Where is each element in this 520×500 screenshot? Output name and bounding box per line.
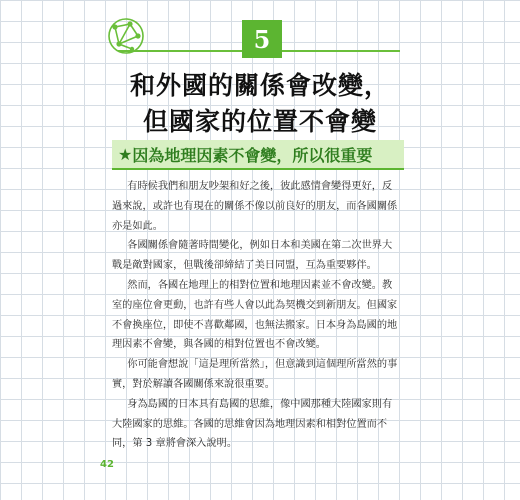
- paragraph: 身為島國的日本具有島國的思維，像中國那種大陸國家則有大陸國家的思維。各國的思維會因為地理因素和相對位置而不同，第 3 章將會深入說明。: [112, 398, 393, 450]
- chapter-title-line-1: 和外國的關係會改變，: [129, 71, 390, 100]
- page-number: 42: [100, 459, 114, 470]
- section-heading: [112, 140, 404, 170]
- body-text: [112, 177, 402, 454]
- paragraph: 你可能會想說「這是理所當然」，但意識到這個理所當然的事實，對於解讀各國關係來說很重要。: [112, 359, 398, 390]
- star-icon: ★: [118, 144, 133, 164]
- section-heading-text: 因為地理因素不會變，所以很重要: [132, 145, 373, 165]
- paragraph: 有時候我們和朋友吵架和好之後，彼此感情會變得更好，反過來說，或許也有現在的關係不像以前良好的朋友，而各國關係亦是如此。: [112, 181, 398, 232]
- chapter-title-line-2: 但國家的位置不會變: [142, 107, 377, 136]
- paragraph: 各國關係會隨著時間變化，例如日本和美國在第二次世界大戰是敵對國家，但戰後卻締結了美日同盟，互為重要夥伴。: [112, 240, 393, 272]
- chapter-number: 5: [242, 20, 282, 58]
- paragraph: 然而，各國在地理上的相對位置和地理因素並不會改變。教室的座位會更動，也許有些人會以此為契機交到新朋友。但國家不會換座位，即使不喜歡鄰國，也無法搬家。日本身為島國的地理因素不會變，與各國的相對位置也不會改變。: [112, 279, 398, 351]
